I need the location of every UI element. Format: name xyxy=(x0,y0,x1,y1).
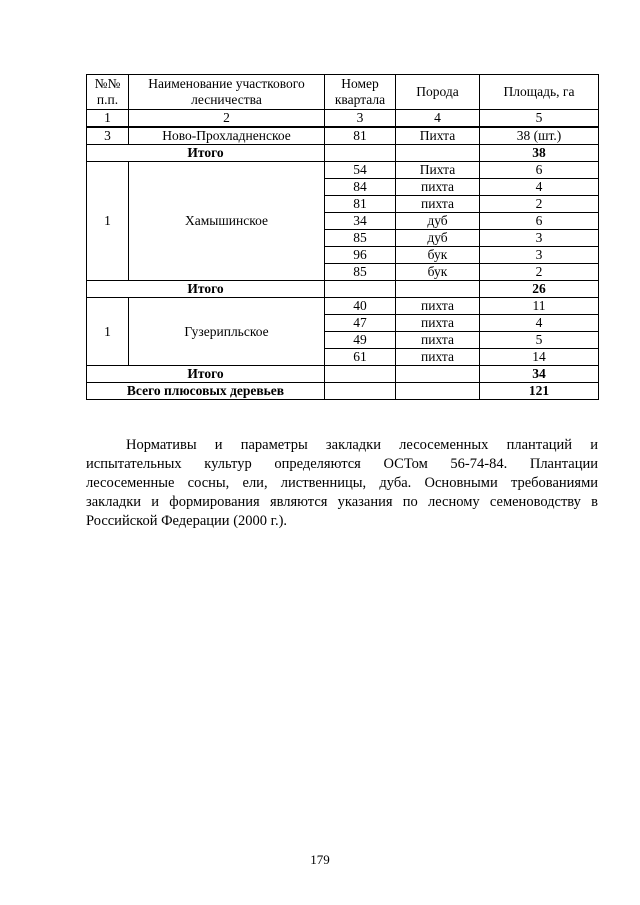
empty-cell xyxy=(325,366,396,383)
table-header-row xyxy=(87,75,599,110)
species: бук xyxy=(396,264,480,281)
quarter-number: 47 xyxy=(325,315,396,332)
paragraph-line: испытательных культур определяются ОСТом 56-74-84. Плантации xyxy=(86,456,598,472)
quarter-number: 81 xyxy=(325,127,396,145)
area: 2 xyxy=(480,264,599,281)
header-area: Площадь, га xyxy=(480,75,599,110)
area: 4 xyxy=(480,179,599,196)
area: 5 xyxy=(480,332,599,349)
subtotal-value: 38 xyxy=(480,145,599,162)
quarter-number: 40 xyxy=(325,298,396,315)
subtotal-value: 26 xyxy=(480,281,599,298)
subtotal-label: Итого xyxy=(87,145,325,162)
body-paragraph xyxy=(86,436,598,531)
quarter-number: 61 xyxy=(325,349,396,366)
grand-total-value: 121 xyxy=(480,383,599,400)
area: 4 xyxy=(480,315,599,332)
area: 3 xyxy=(480,230,599,247)
quarter-number: 54 xyxy=(325,162,396,179)
area: 14 xyxy=(480,349,599,366)
header-forestry-name: Наименование участкового лесничества xyxy=(129,75,325,110)
header-species: Порода xyxy=(396,75,480,110)
empty-cell xyxy=(396,366,480,383)
species: бук xyxy=(396,247,480,264)
species: пихта xyxy=(396,298,480,315)
quarter-number: 84 xyxy=(325,179,396,196)
table-row xyxy=(87,127,599,145)
subtotal-value: 34 xyxy=(480,366,599,383)
quarter-number: 85 xyxy=(325,230,396,247)
area: 6 xyxy=(480,162,599,179)
quarter-number: 85 xyxy=(325,264,396,281)
subtotal-row xyxy=(87,366,599,383)
empty-cell xyxy=(396,145,480,162)
forestry-number: 1 xyxy=(87,298,129,366)
empty-cell xyxy=(396,281,480,298)
quarter-number: 34 xyxy=(325,213,396,230)
column-number-row xyxy=(87,110,599,128)
paragraph-line: Российской Федерации (2000 г.). xyxy=(86,513,288,529)
forestry-name: Хамышинское xyxy=(129,162,325,281)
species: дуб xyxy=(396,230,480,247)
column-number: 4 xyxy=(396,110,480,128)
paragraph-line: Нормативы и параметры закладки лесосеменных плантаций и xyxy=(126,437,598,453)
species: пихта xyxy=(396,349,480,366)
empty-cell xyxy=(325,383,396,400)
paragraph-line: закладки и формирования являются указания по лесному семеноводству в xyxy=(86,494,598,510)
area: 3 xyxy=(480,247,599,264)
forestry-number: 3 xyxy=(87,127,129,145)
empty-cell xyxy=(325,281,396,298)
subtotal-row xyxy=(87,145,599,162)
table-row xyxy=(87,162,599,179)
quarter-number: 96 xyxy=(325,247,396,264)
column-number: 3 xyxy=(325,110,396,128)
quarter-number: 81 xyxy=(325,196,396,213)
header-quarter: Номер квартала xyxy=(325,75,396,110)
species: пихта xyxy=(396,332,480,349)
species: пихта xyxy=(396,179,480,196)
forestry-name: Ново-Прохладненское xyxy=(129,127,325,145)
column-number: 1 xyxy=(87,110,129,128)
species: пихта xyxy=(396,196,480,213)
page-number: 179 xyxy=(310,852,330,867)
species: Пихта xyxy=(396,162,480,179)
forestry-number: 1 xyxy=(87,162,129,281)
subtotal-label: Итого xyxy=(87,366,325,383)
subtotal-label: Итого xyxy=(87,281,325,298)
grand-total-row xyxy=(87,383,599,400)
area: 11 xyxy=(480,298,599,315)
area: 2 xyxy=(480,196,599,213)
empty-cell xyxy=(325,145,396,162)
table-row xyxy=(87,298,599,315)
species: Пихта xyxy=(396,127,480,145)
species: дуб xyxy=(396,213,480,230)
table-body xyxy=(87,75,599,400)
area: 6 xyxy=(480,213,599,230)
forestry-name: Гузерипльское xyxy=(129,298,325,366)
empty-cell xyxy=(396,383,480,400)
subtotal-row xyxy=(87,281,599,298)
area: 38 (шт.) xyxy=(480,127,599,145)
grand-total-label: Всего плюсовых деревьев xyxy=(87,383,325,400)
species: пихта xyxy=(396,315,480,332)
column-number: 5 xyxy=(480,110,599,128)
plus-trees-table xyxy=(86,74,599,400)
quarter-number: 49 xyxy=(325,332,396,349)
header-num: №№ п.п. xyxy=(87,75,129,110)
column-number: 2 xyxy=(129,110,325,128)
paragraph-line: лесосеменные сосны, ели, лиственницы, дуба. Основными требованиями xyxy=(86,475,598,491)
